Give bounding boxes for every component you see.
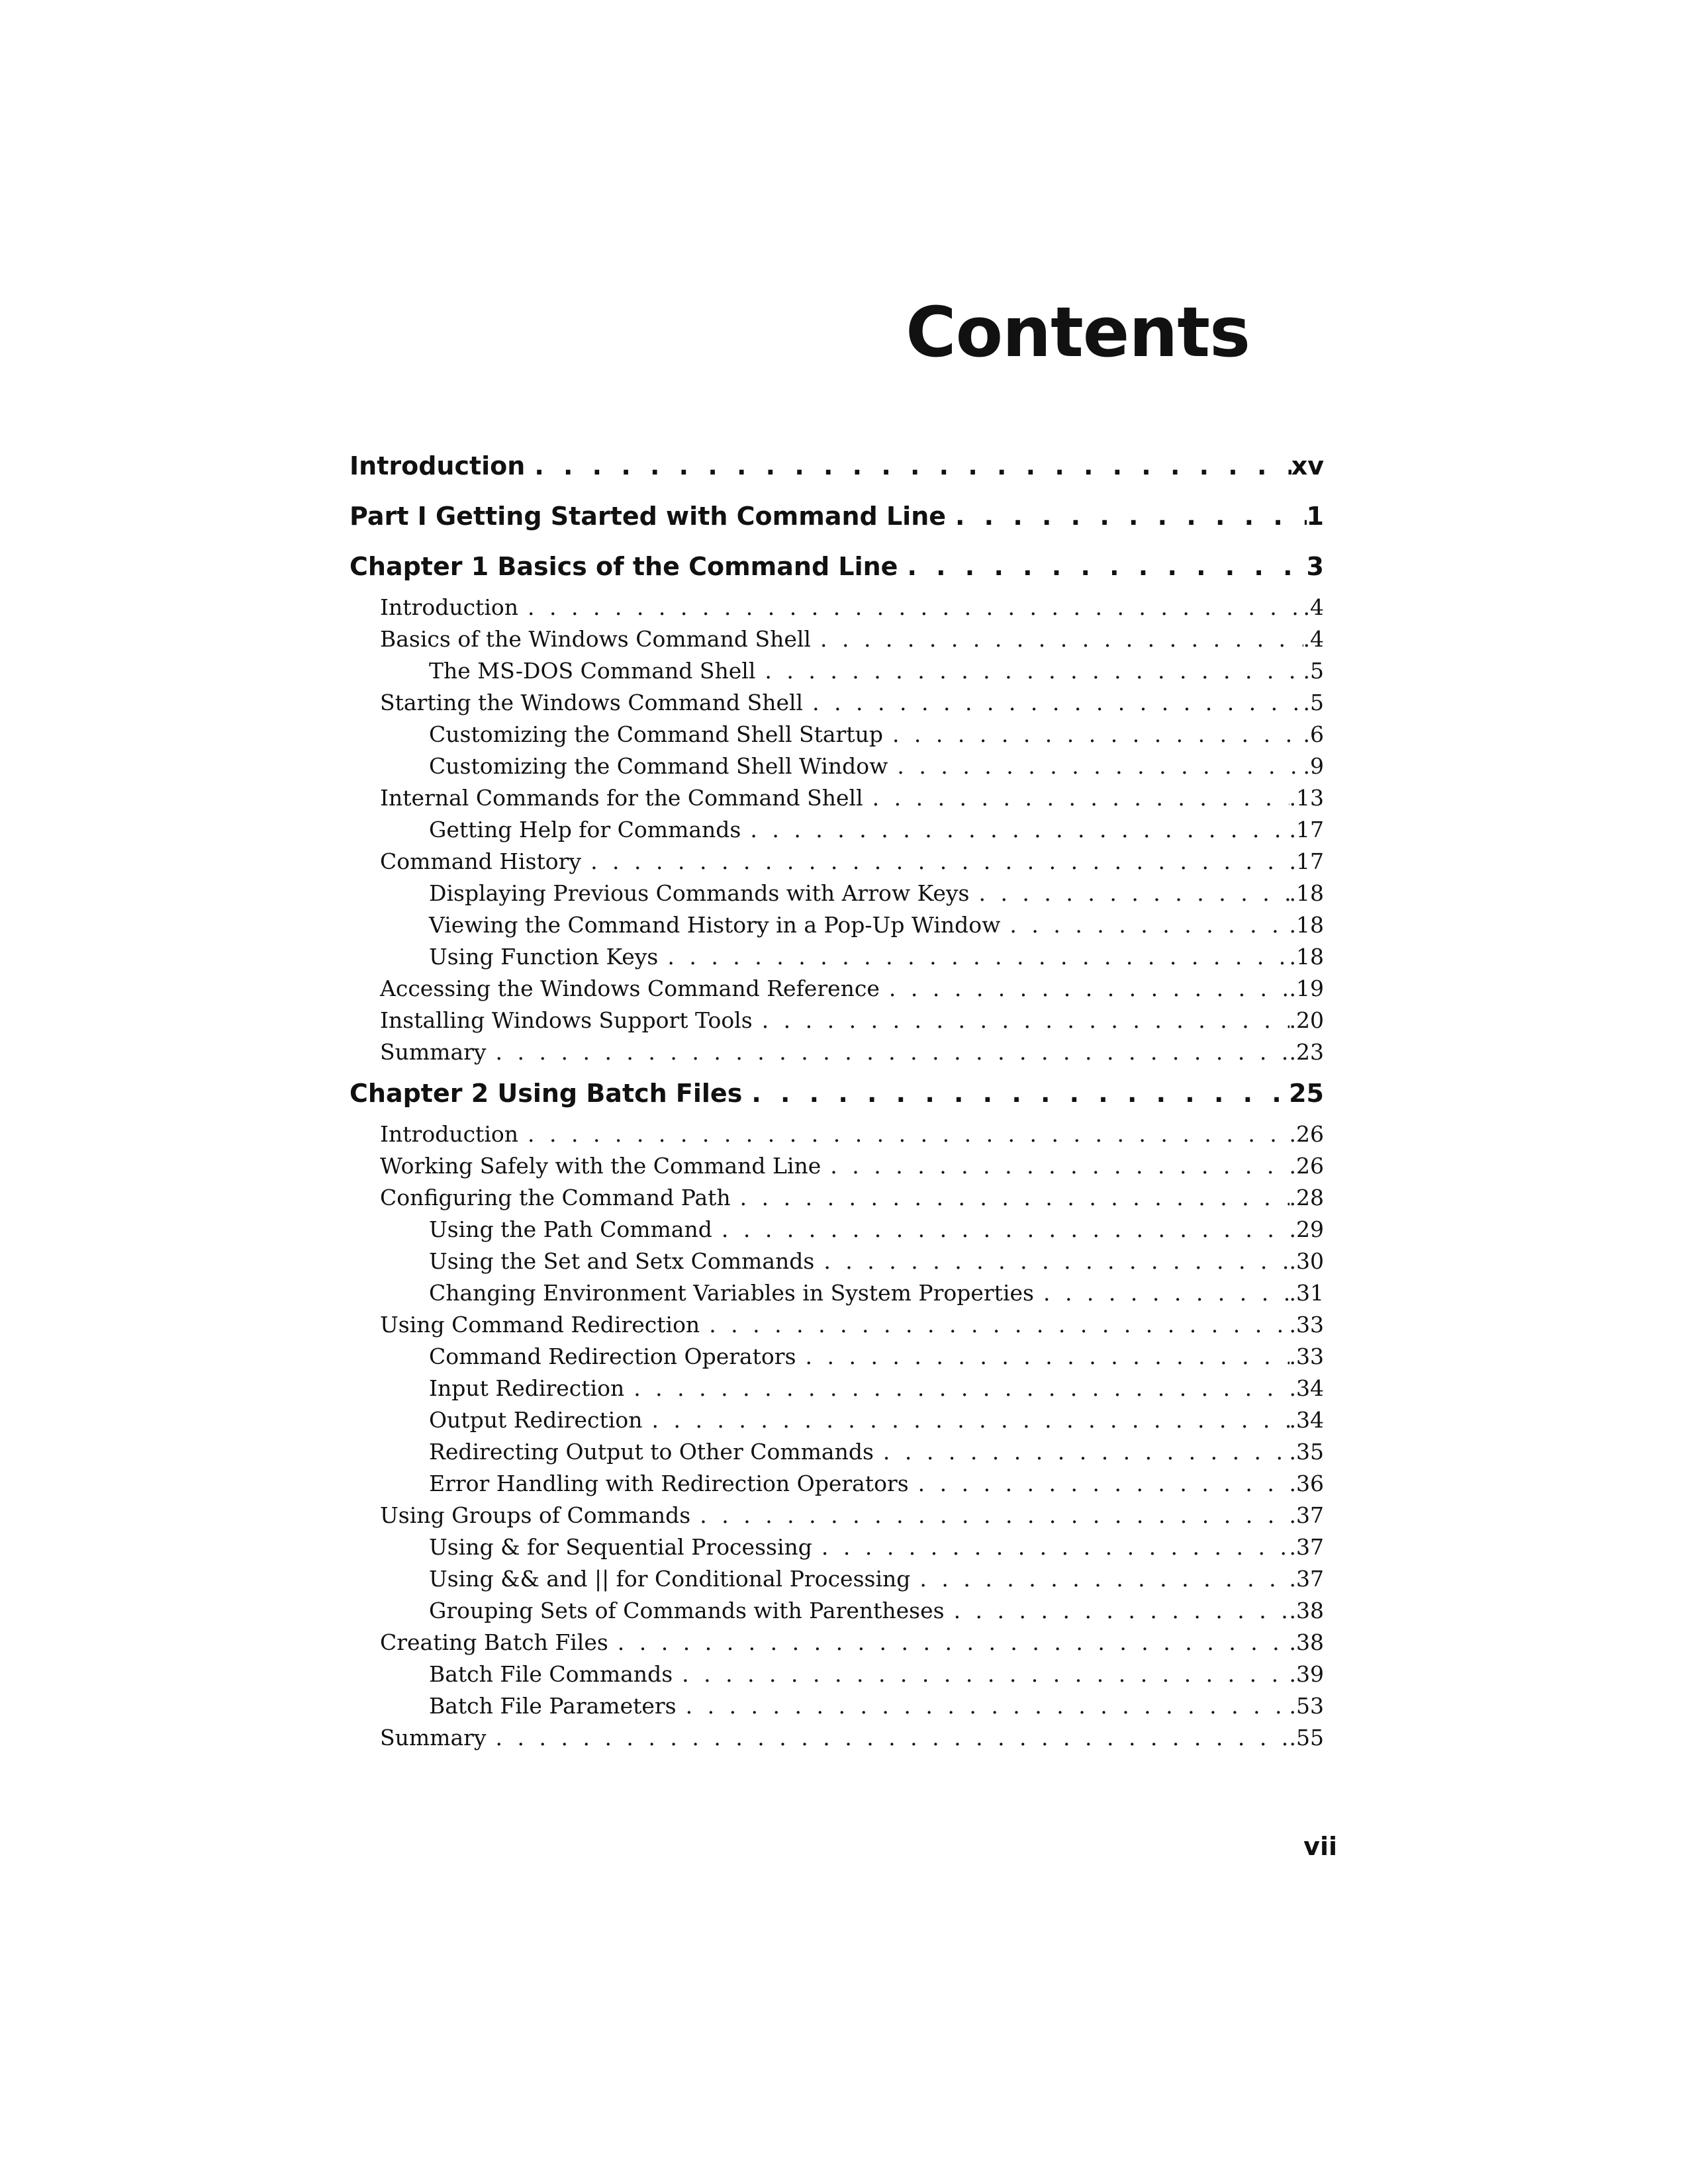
toc-subsection-entry — [350, 1277, 1324, 1309]
toc-entry-page: .53 — [1289, 1693, 1324, 1719]
toc-entry-page: .31 — [1289, 1280, 1324, 1306]
toc-entry-title: Error Handling with Redirection Operators — [429, 1471, 909, 1496]
dot-leader — [945, 1595, 1289, 1627]
dot-leader — [909, 1468, 1289, 1500]
dot-leader — [677, 1690, 1289, 1722]
dot-leader — [811, 623, 1303, 655]
toc-entry-title: Changing Environment Variables in System Properties — [429, 1280, 1034, 1306]
toc-entry-page: .20 — [1289, 1007, 1324, 1033]
toc-section-entry — [350, 1309, 1324, 1341]
dot-leader — [753, 1005, 1289, 1036]
dot-leader — [1034, 1277, 1289, 1309]
toc-entry-page: .37 — [1289, 1534, 1324, 1560]
toc-subsection-entry — [350, 751, 1324, 782]
toc-subsection-entry — [350, 1404, 1324, 1436]
dot-leader — [883, 719, 1303, 751]
toc-entry-title: Using Function Keys — [429, 944, 659, 970]
toc-entry-title: Viewing the Command History in a Pop-Up Window — [429, 912, 1001, 938]
toc-entry-page: .18 — [1289, 944, 1324, 970]
toc-entry-title: Getting Help for Commands — [429, 817, 741, 842]
toc-entry-page: 1 — [1306, 502, 1324, 531]
toc-entry-title: Summary — [380, 1725, 487, 1751]
toc-entry-title: Using the Path Command — [429, 1216, 712, 1242]
toc-entry-title: Configuring the Command Path — [380, 1185, 731, 1210]
toc-entry-title: Batch File Parameters — [429, 1693, 677, 1719]
toc-section-entry — [350, 1722, 1324, 1754]
toc-subsection-entry — [350, 1436, 1324, 1468]
toc-entry-page: .17 — [1289, 848, 1324, 874]
toc-entry-title: Part I Getting Started with Command Line — [350, 502, 947, 531]
toc-entry-page: .30 — [1289, 1248, 1324, 1274]
toc-entry-page: .5 — [1303, 658, 1324, 684]
toc-section-entry — [350, 1150, 1324, 1182]
toc-entry-page: .38 — [1289, 1598, 1324, 1623]
toc-section-entry — [350, 687, 1324, 719]
toc-subsection-entry — [350, 1690, 1324, 1722]
toc-entry-title: Input Redirection — [429, 1375, 625, 1401]
dot-leader — [642, 1404, 1289, 1436]
dot-leader — [969, 878, 1289, 909]
dot-leader — [673, 1659, 1289, 1690]
dot-leader — [525, 441, 1291, 491]
toc-subsection-entry — [350, 814, 1324, 846]
toc-entry-page: .6 — [1303, 721, 1324, 747]
toc-entry-title: Installing Windows Support Tools — [380, 1007, 753, 1033]
dot-leader — [898, 541, 1306, 592]
toc-entry-title: Grouping Sets of Commands with Parentheses — [429, 1598, 945, 1623]
dot-leader — [518, 592, 1303, 623]
toc-section-entry — [350, 1182, 1324, 1214]
toc-entry-title: Internal Commands for the Command Shell — [380, 785, 863, 811]
toc-section-entry — [350, 1500, 1324, 1531]
toc-subsection-entry — [350, 719, 1324, 751]
toc-subsection-entry — [350, 1595, 1324, 1627]
toc-subsection-entry — [350, 1531, 1324, 1563]
dot-leader — [487, 1722, 1289, 1754]
table-of-contents — [350, 441, 1324, 1754]
dot-leader — [803, 687, 1303, 719]
toc-entry-page: .36 — [1289, 1471, 1324, 1496]
toc-entry-title: Customizing the Command Shell Window — [429, 753, 888, 779]
toc-entry-title: Creating Batch Files — [380, 1629, 608, 1655]
toc-entry-title: Summary — [380, 1039, 487, 1065]
toc-entry-page: .26 — [1289, 1121, 1324, 1147]
toc-entry-page: .38 — [1289, 1629, 1324, 1655]
toc-section-entry — [350, 1118, 1324, 1150]
toc-entry-page: .33 — [1289, 1343, 1324, 1369]
toc-entry-title: Using && and || for Conditional Processing — [429, 1566, 911, 1592]
dot-leader — [821, 1150, 1289, 1182]
toc-entry-title: Starting the Windows Command Shell — [380, 690, 804, 715]
toc-section-entry — [350, 846, 1324, 878]
toc-subsection-entry — [350, 909, 1324, 941]
toc-entry-title: Customizing the Command Shell Startup — [429, 721, 883, 747]
toc-entry-page: .33 — [1289, 1312, 1324, 1338]
dot-leader — [700, 1309, 1289, 1341]
toc-entry-page: .29 — [1289, 1216, 1324, 1242]
toc-major-entry — [350, 1068, 1324, 1118]
toc-section-entry — [350, 1627, 1324, 1659]
toc-entry-page: .35 — [1289, 1439, 1324, 1465]
dot-leader — [658, 941, 1289, 973]
toc-entry-page: .34 — [1289, 1375, 1324, 1401]
toc-subsection-entry — [350, 941, 1324, 973]
toc-section-entry — [350, 1005, 1324, 1036]
toc-subsection-entry — [350, 1246, 1324, 1277]
dot-leader — [518, 1118, 1289, 1150]
toc-subsection-entry — [350, 878, 1324, 909]
toc-entry-page: .5 — [1303, 690, 1324, 715]
dot-leader — [888, 751, 1303, 782]
dot-leader — [712, 1214, 1289, 1246]
dot-leader — [624, 1373, 1289, 1404]
toc-entry-title: Basics of the Windows Command Shell — [380, 626, 811, 652]
dot-leader — [796, 1341, 1289, 1373]
toc-entry-page: .19 — [1289, 976, 1324, 1001]
toc-entry-title: Command History — [380, 848, 582, 874]
toc-entry-title: Chapter 1 Basics of the Command Line — [350, 552, 898, 581]
toc-entry-page: .23 — [1289, 1039, 1324, 1065]
toc-entry-page: .9 — [1303, 753, 1324, 779]
toc-entry-title: Introduction — [350, 451, 526, 480]
dot-leader — [581, 846, 1289, 878]
toc-section-entry — [350, 782, 1324, 814]
toc-entry-page: .28 — [1289, 1185, 1324, 1210]
toc-entry-title: Accessing the Windows Command Reference — [380, 976, 880, 1001]
toc-section-entry — [350, 623, 1324, 655]
toc-subsection-entry — [350, 1563, 1324, 1595]
toc-entry-page: xv — [1291, 451, 1324, 480]
toc-entry-page: .26 — [1289, 1153, 1324, 1179]
toc-entry-title: Command Redirection Operators — [429, 1343, 796, 1369]
dot-leader — [608, 1627, 1289, 1659]
dot-leader — [863, 782, 1289, 814]
toc-subsection-entry — [350, 1468, 1324, 1500]
dot-leader — [487, 1036, 1289, 1068]
toc-entry-page: .18 — [1289, 912, 1324, 938]
toc-entry-title: Working Safely with the Command Line — [380, 1153, 821, 1179]
dot-leader — [741, 814, 1289, 846]
toc-major-entry — [350, 541, 1324, 592]
toc-entry-title: Redirecting Output to Other Commands — [429, 1439, 874, 1465]
dot-leader — [731, 1182, 1289, 1214]
toc-entry-page: .39 — [1289, 1661, 1324, 1687]
toc-entry-page: .55 — [1289, 1725, 1324, 1751]
toc-section-entry — [350, 973, 1324, 1005]
toc-subsection-entry — [350, 1341, 1324, 1373]
toc-entry-page: 25 — [1289, 1079, 1324, 1108]
toc-subsection-entry — [350, 655, 1324, 687]
dot-leader — [1000, 909, 1289, 941]
toc-entry-title: Introduction — [380, 1121, 518, 1147]
toc-entry-title: Displaying Previous Commands with Arrow Keys — [429, 880, 970, 906]
dot-leader — [742, 1068, 1289, 1118]
page-number: vii — [1303, 1832, 1337, 1861]
dot-leader — [814, 1246, 1289, 1277]
toc-entry-title: Batch File Commands — [429, 1661, 673, 1687]
toc-entry-page: .37 — [1289, 1502, 1324, 1528]
toc-entry-page: .4 — [1303, 594, 1324, 620]
toc-entry-title: The MS-DOS Command Shell — [429, 658, 756, 684]
dot-leader — [755, 655, 1303, 687]
toc-entry-title: Using & for Sequential Processing — [429, 1534, 812, 1560]
toc-section-entry — [350, 1036, 1324, 1068]
dot-leader — [946, 491, 1307, 541]
toc-entry-page: .4 — [1303, 626, 1324, 652]
dot-leader — [690, 1500, 1289, 1531]
toc-entry-title: Using Groups of Commands — [380, 1502, 691, 1528]
toc-entry-page: .37 — [1289, 1566, 1324, 1592]
toc-entry-title: Output Redirection — [429, 1407, 643, 1433]
page-title: Contents — [906, 292, 1250, 373]
toc-subsection-entry — [350, 1373, 1324, 1404]
toc-entry-title: Using Command Redirection — [380, 1312, 700, 1338]
dot-leader — [812, 1531, 1289, 1563]
toc-subsection-entry — [350, 1659, 1324, 1690]
toc-entry-page: .18 — [1289, 880, 1324, 906]
toc-entry-title: Using the Set and Setx Commands — [429, 1248, 815, 1274]
dot-leader — [874, 1436, 1289, 1468]
toc-entry-page: .34 — [1289, 1407, 1324, 1433]
dot-leader — [880, 973, 1289, 1005]
toc-entry-title: Chapter 2 Using Batch Files — [350, 1079, 743, 1108]
toc-entry-page: 3 — [1306, 552, 1324, 581]
dot-leader — [910, 1563, 1289, 1595]
toc-major-entry — [350, 441, 1324, 491]
toc-section-entry — [350, 592, 1324, 623]
toc-entry-page: .13 — [1289, 785, 1324, 811]
toc-subsection-entry — [350, 1214, 1324, 1246]
toc-major-entry — [350, 491, 1324, 541]
toc-entry-title: Introduction — [380, 594, 518, 620]
toc-entry-page: .17 — [1289, 817, 1324, 842]
